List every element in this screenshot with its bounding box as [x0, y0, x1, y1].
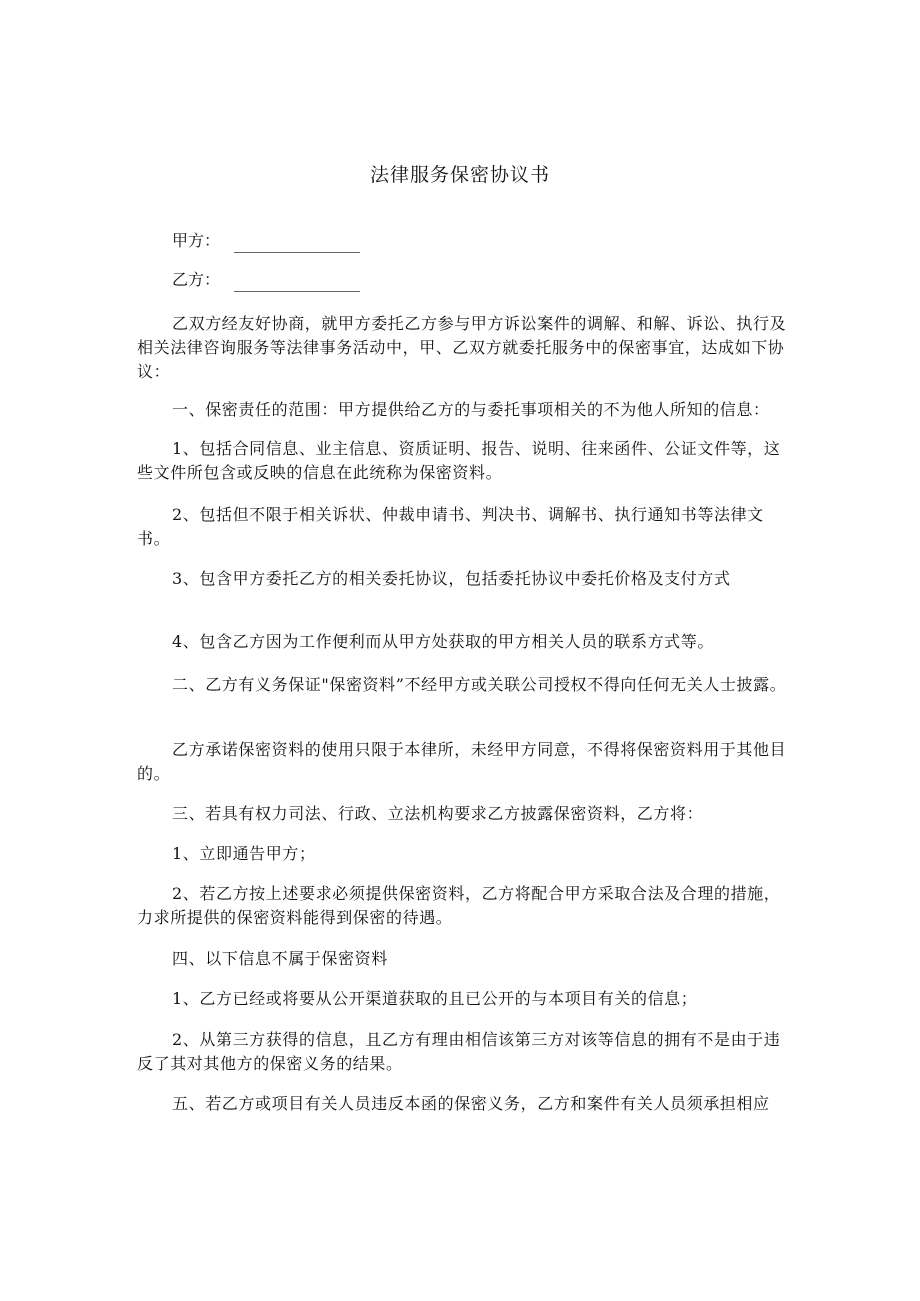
paragraph-section-1: 一、保密责任的范围：甲方提供给乙方的与委托事项相关的不为他人所知的信息：	[172, 400, 770, 419]
party-a-label: 甲方：	[172, 231, 221, 250]
paragraph-section-3: 三、若具有权力司法、行政、立法机构要求乙方披露保密资料，乙方将：	[172, 804, 704, 823]
paragraph-section-4: 四、以下信息不属于保密资料	[172, 949, 388, 968]
paragraph-1-4: 4、包含乙方因为工作便利而从甲方处获取的甲方相关人员的联系方式等。	[172, 632, 714, 651]
paragraph-3-1: 1、立即通告甲方；	[172, 844, 316, 863]
paragraph-section-5: 五、若乙方或项目有关人员违反本函的保密义务，乙方和案件有关人员须承担相应	[172, 1094, 770, 1113]
paragraph-1-3: 3、包含甲方委托乙方的相关委托协议，包括委托协议中委托价格及支付方式	[172, 569, 731, 588]
document-title: 法律服务保密协议书	[369, 164, 550, 186]
party-a-blank	[234, 236, 360, 253]
paragraph-3-2: 2、若乙方按上述要求必须提供保密资料，乙方将配合甲方采取合法及合理的措施，力求所提供的保密资料能得到保密的待遇。	[137, 884, 781, 927]
paragraph-section-2: 二、乙方有义务保证"保密资料”不经甲方或关联公司授权不得向任何无关人士披露。	[172, 675, 787, 694]
paragraph-1-2: 2、包括但不限于相关诉状、仲裁申请书、判决书、调解书、执行通知书等法律文书。	[137, 505, 764, 548]
paragraph-4-1: 1、乙方已经或将要从公开渠道获取的且已公开的与本项目有关的信息；	[172, 989, 698, 1008]
party-b-line	[172, 268, 360, 292]
paragraph-4-2: 2、从第三方获得的信息，且乙方有理由相信该第三方对该等信息的拥有不是由于违反了其对其他方的保密义务的结果。	[137, 1030, 781, 1073]
party-b-label: 乙方：	[172, 270, 221, 289]
paragraph-1-1: 1、包括合同信息、业主信息、资质证明、报告、说明、往来函件、公证文件等，这些文件所包含或反映的信息在此统称为保密资料。	[137, 439, 781, 482]
party-b-blank	[234, 275, 360, 292]
paragraph-intro: 乙双方经友好协商，就甲方委托乙方参与甲方诉讼案件的调解、和解、诉讼、执行及相关法律咨询服务等法律事务活动中，甲、乙双方就委托服务中的保密事宜，达成如下协议：	[137, 314, 787, 381]
party-a-line	[172, 229, 360, 253]
paragraph-2-commitment: 乙方承诺保密资料的使用只限于本律所，未经甲方同意，不得将保密资料用于其他目的。	[137, 740, 787, 783]
